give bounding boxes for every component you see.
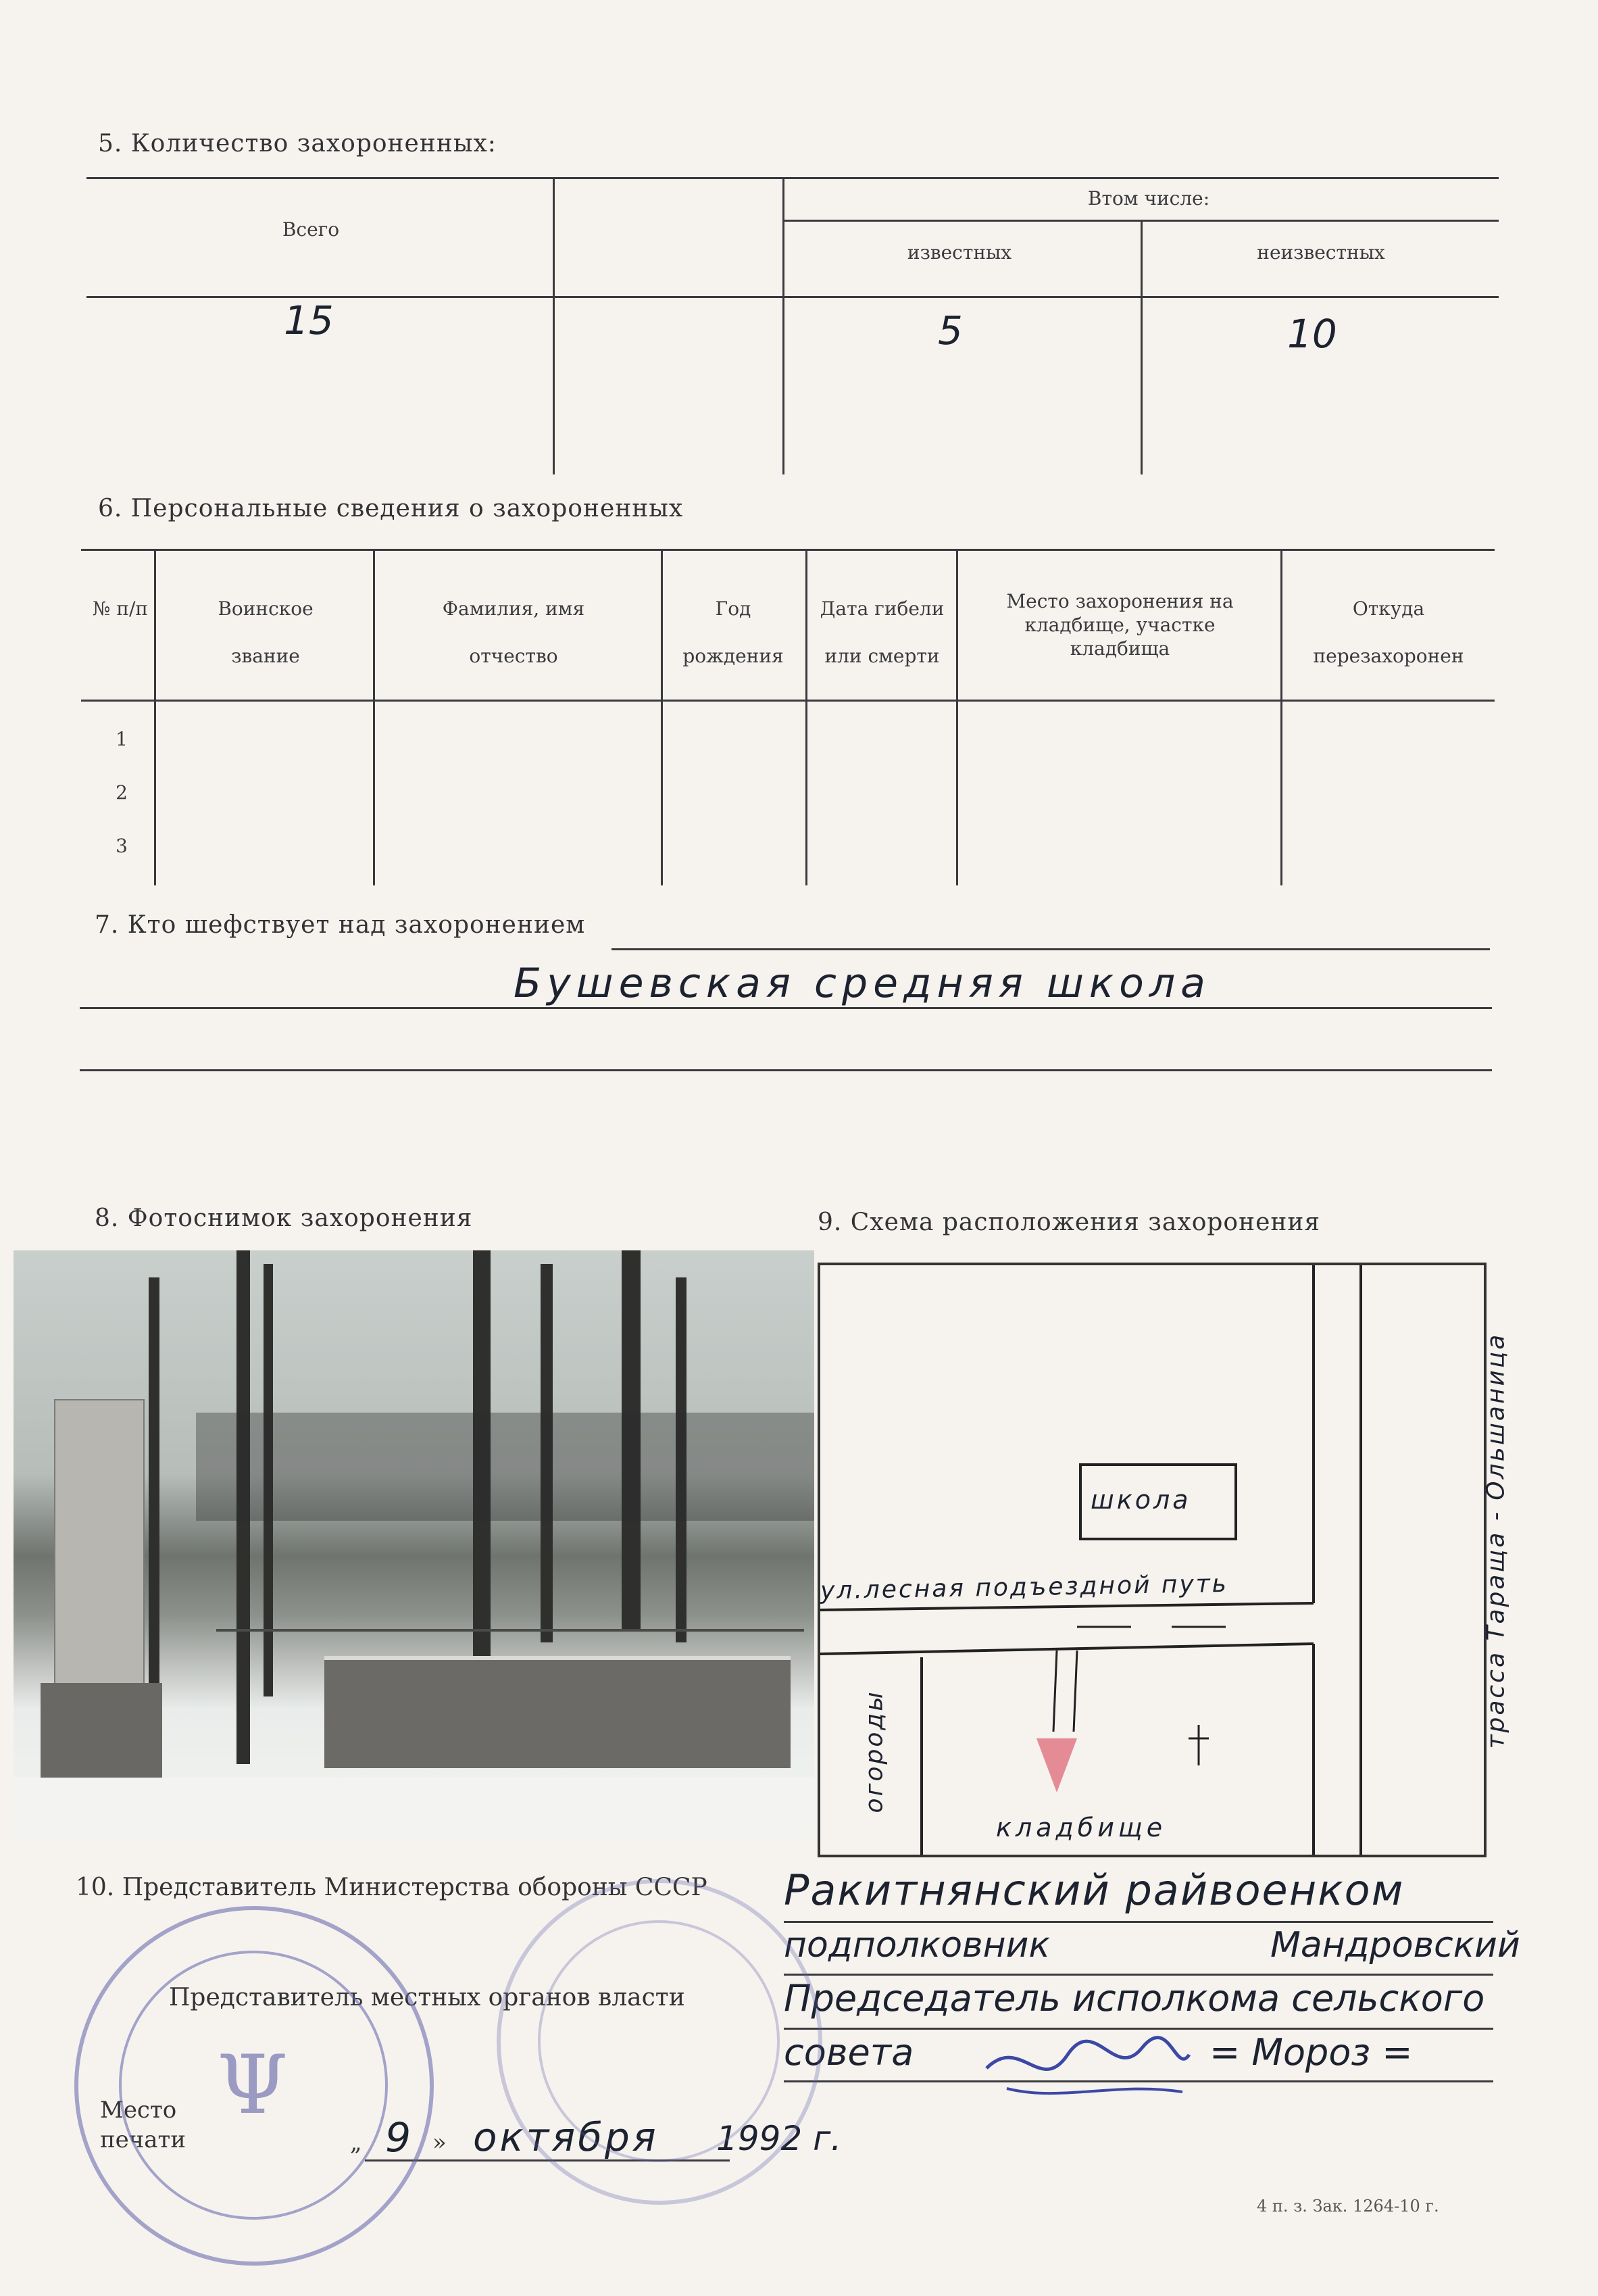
table6-col-divider xyxy=(154,549,156,885)
section9-title: 9. Схема расположения захоронения xyxy=(818,1208,1321,1236)
date-day: 9 xyxy=(385,2114,411,2161)
hdr-birth: Год рождения xyxy=(682,597,784,667)
section6-title: 6. Персональные сведения о захороненных xyxy=(98,495,684,522)
table5-col-divider xyxy=(553,177,555,474)
date-quote-open: „ xyxy=(350,2129,362,2156)
table5-top-rule xyxy=(86,177,1499,179)
local-rep-name: = Мороз = xyxy=(1209,2031,1413,2074)
map-highway-label: трасса Тараща - Ольшаница xyxy=(1482,1332,1510,1749)
defense-name: Мандровский xyxy=(1270,1925,1520,1965)
hdr-place: Место захоронения на кладбище, участке кладбища xyxy=(1006,590,1234,660)
local-rep-value-2: совета xyxy=(784,2031,914,2074)
table6-col-divider xyxy=(956,549,958,885)
value-total: 15 xyxy=(284,297,334,343)
map-cemetery-label: кладбище xyxy=(996,1813,1167,1842)
defense-rep-value: Ракитнянский райвоенком xyxy=(784,1865,1405,1915)
value-unknown: 10 xyxy=(1287,311,1337,357)
date-year: 1992 г. xyxy=(716,2119,842,2158)
patron-line-2 xyxy=(80,1007,1492,1009)
patron-line-3 xyxy=(80,1069,1492,1071)
hdr-name: Фамилия, имя отчество xyxy=(442,597,585,667)
defense-rank: подполковник xyxy=(784,1925,1050,1965)
row-3-num: 3 xyxy=(116,835,128,857)
map-school-label: школа xyxy=(1091,1485,1191,1515)
patron-line xyxy=(611,948,1490,950)
section7-title: 7. Кто шефствует над захоронением xyxy=(95,911,586,939)
location-scheme xyxy=(818,1263,1510,1857)
hdr-rank: Воинское звание xyxy=(218,597,314,667)
signature-mark xyxy=(980,2028,1196,2109)
local-rep-value: Председатель исполкома сельского xyxy=(784,1977,1485,2020)
defense-rep-label: 10. Представитель Министерства обороны СССР xyxy=(76,1874,707,1901)
col-unknown-header: неизвестных xyxy=(1257,241,1385,264)
row-1-num: 1 xyxy=(116,728,128,750)
defense-line-2 xyxy=(784,1974,1493,1976)
section5-title: 5. Количество захороненных: xyxy=(98,130,497,157)
map-gardens-label: огороды xyxy=(860,1690,889,1813)
table5-col-divider xyxy=(1141,220,1143,474)
map-road-label: ул.лесная подъездной путь xyxy=(820,1569,1229,1605)
secondary-stamp xyxy=(497,1879,822,2205)
table6-top-rule xyxy=(81,549,1495,551)
col-including-header: Втом числе: xyxy=(1087,187,1210,210)
burial-photo xyxy=(14,1250,814,1838)
table6-header-rule xyxy=(81,700,1495,702)
hdr-death: Дата гибели или смерти xyxy=(820,597,945,667)
date-quote-close: » xyxy=(432,2129,447,2156)
section8-title: 8. Фотоснимок захоронения xyxy=(95,1204,473,1232)
table6-col-divider xyxy=(373,549,375,885)
date-month: октября xyxy=(473,2114,659,2160)
table6-col-divider xyxy=(805,549,807,885)
official-stamp xyxy=(74,1906,434,2266)
value-known: 5 xyxy=(938,308,963,353)
col-total-header: Всего xyxy=(282,218,340,241)
trident-emblem-icon: Ψ xyxy=(217,2038,289,2132)
hdr-from: Откуда перезахоронен xyxy=(1313,597,1464,667)
print-code: 4 п. з. Зак. 1264-10 г. xyxy=(1257,2197,1439,2216)
table6-col-divider xyxy=(661,549,663,885)
hdr-num: № п/п xyxy=(92,597,149,620)
local-rep-label: Представитель местных органов власти xyxy=(169,1984,685,2011)
patron-value: Бушевская средняя школа xyxy=(514,960,1211,1007)
tomb-slab xyxy=(324,1656,791,1768)
stamp-place-label: Место печати xyxy=(100,2097,186,2154)
table6-col-divider xyxy=(1280,549,1282,885)
defense-line xyxy=(784,1921,1493,1923)
col-known-header: известных xyxy=(907,241,1012,264)
table5-col-divider xyxy=(782,177,784,474)
row-2-num: 2 xyxy=(116,781,128,804)
